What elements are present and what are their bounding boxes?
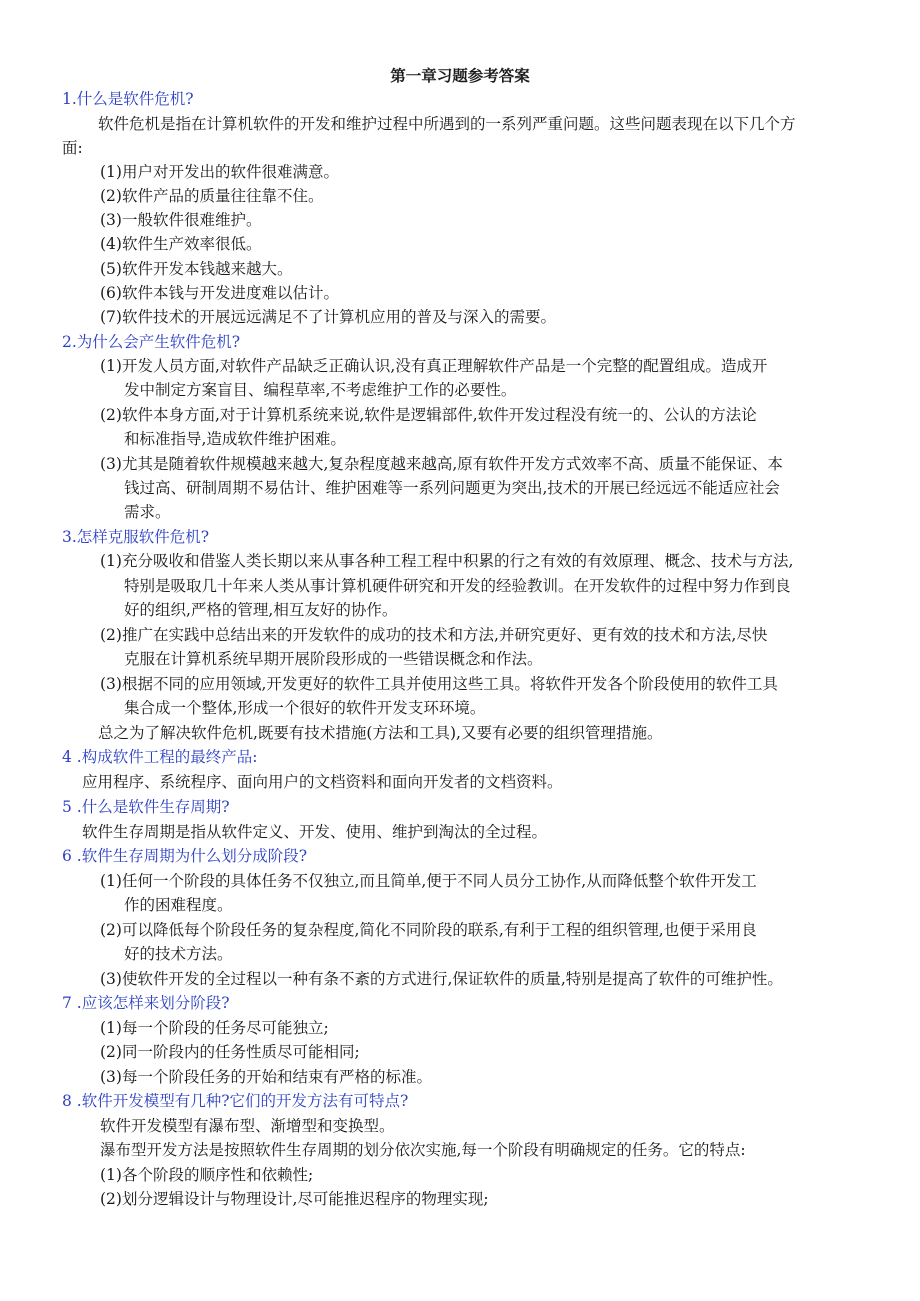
q8-answer-2: 瀑布型开发方法是按照软件生存周期的划分依次实施,每一个阶段有明确规定的任务。它的特点:	[100, 1141, 746, 1159]
question-8: 8 .软件开发模型有几种?它们的开发方法有可特点?	[62, 1092, 409, 1110]
q3-item-3-line-2: 集合成一个整体,形成一个很好的软件开发支环环境。	[124, 699, 486, 717]
q6-item-3: (3)使软件开发的全过程以一种有条不紊的方式进行,保证软件的质量,特别是提高了软件的可维护性。	[100, 970, 783, 988]
q3-item-2-line-1: (2)推广在实践中总结出来的开发软件的成功的技术和方法,并研究更好、更有效的技术和方法,尽快	[100, 626, 768, 644]
q1-intro-line-2: 面:	[62, 139, 83, 157]
q7-item-2: (2)同一阶段内的任务性质尽可能相同;	[100, 1043, 360, 1061]
q6-item-2-line-2: 好的技术方法。	[124, 945, 233, 963]
q2-item-3-line-1: (3)尤其是随着软件规模越来越大,复杂程度越来越高,原有软件开发方式效率不高、质量不能保证、本	[100, 455, 783, 473]
q1-item-7: (7)软件技术的开展远远满足不了计算机应用的普及与深入的需要。	[100, 308, 556, 326]
question-6: 6 .软件生存周期为什么划分成阶段?	[62, 847, 308, 865]
q5-answer: 软件生存周期是指从软件定义、开发、使用、维护到淘汰的全过程。	[82, 823, 548, 841]
question-4: 4 .构成软件工程的最终产品:	[62, 748, 258, 766]
q2-item-2-line-2: 和标准指导,造成软件维护困难。	[124, 430, 346, 448]
question-2: 2.为什么会产生软件危机?	[62, 333, 241, 351]
question-1: 1.什么是软件危机?	[62, 90, 194, 108]
q3-item-3-line-1: (3)根据不同的应用领域,开发更好的软件工具并使用这些工具。将软件开发各个阶段使用的软件工具	[100, 675, 778, 693]
q3-item-1-line-2: 特别是吸取几十年来人类从事计算机硬件研究和开发的经验教训。在开发软件的过程中努力作到良	[124, 577, 791, 595]
q3-item-1-line-3: 好的组织,严格的管理,相互友好的协作。	[124, 601, 398, 619]
q3-summary: 总之为了解决软件危机,既要有技术措施(方法和工具),又要有必要的组织管理措施。	[98, 724, 663, 742]
q1-item-2: (2)软件产品的质量往往靠不住。	[100, 187, 324, 205]
q8-answer-1: 软件开发模型有瀑布型、渐增型和变换型。	[100, 1117, 395, 1135]
q1-item-4: (4)软件生产效率很低。	[100, 235, 262, 253]
q7-item-1: (1)每一个阶段的任务尽可能独立;	[100, 1019, 329, 1037]
question-3: 3.怎样克服软件危机?	[62, 528, 210, 546]
question-5: 5 .什么是软件生存周期?	[62, 798, 230, 816]
q1-item-1: (1)用户对开发出的软件很难满意。	[100, 163, 339, 181]
q2-item-2-line-1: (2)软件本身方面,对于计算机系统来说,软件是逻辑部件,软件开发过程没有统一的、公认的方法论	[100, 406, 757, 424]
q6-item-1-line-1: (1)任何一个阶段的具体任务不仅独立,而且简单,便于不同人员分工协作,从而降低整个软件开发工	[100, 872, 757, 890]
q2-item-1-line-1: (1)开发人员方面,对软件产品缺乏正确认识,没有真正理解软件产品是一个完整的配置组成。造成开	[100, 357, 768, 375]
q2-item-3-line-3: 需求。	[124, 503, 171, 521]
q1-item-3: (3)一般软件很难维护。	[100, 211, 262, 229]
q7-item-3: (3)每一个阶段任务的开始和结束有严格的标准。	[100, 1068, 432, 1086]
q1-item-6: (6)软件本钱与开发进度难以估计。	[100, 284, 339, 302]
q8-item-1: (1)各个阶段的顺序性和依赖性;	[100, 1166, 314, 1184]
q1-intro-line-1: 软件危机是指在计算机软件的开发和维护过程中所遇到的一系列严重问题。这些问题表现在以下几个方	[98, 115, 796, 133]
q3-item-1-line-1: (1)充分吸收和借鉴人类长期以来从事各种工程工程中积累的行之有效的有效原理、概念、技术与方法,	[100, 552, 794, 570]
q2-item-1-line-2: 发中制定方案盲目、编程草率,不考虑维护工作的必要性。	[124, 381, 517, 399]
q8-item-2: (2)划分逻辑设计与物理设计,尽可能推迟程序的物理实现;	[100, 1190, 489, 1208]
q4-answer: 应用程序、系统程序、面向用户的文档资料和面向开发者的文档资料。	[82, 773, 563, 791]
q2-item-3-line-2: 钱过高、研制周期不易估计、维护困难等一系列问题更为突出,技术的开展已经远远不能适应社会	[124, 479, 780, 497]
q3-item-2-line-2: 克服在计算机系统早期开展阶段形成的一些错误概念和作法。	[124, 650, 543, 668]
page-title: 第一章习题参考答案	[390, 66, 530, 85]
q1-item-5: (5)软件开发本钱越来越大。	[100, 260, 293, 278]
question-7: 7 .应该怎样来划分阶段?	[62, 994, 230, 1012]
q6-item-2-line-1: (2)可以降低每个阶段任务的复杂程度,简化不同阶段的联系,有利于工程的组织管理,也便于采用良	[100, 921, 757, 939]
q6-item-1-line-2: 作的困难程度。	[124, 896, 233, 914]
